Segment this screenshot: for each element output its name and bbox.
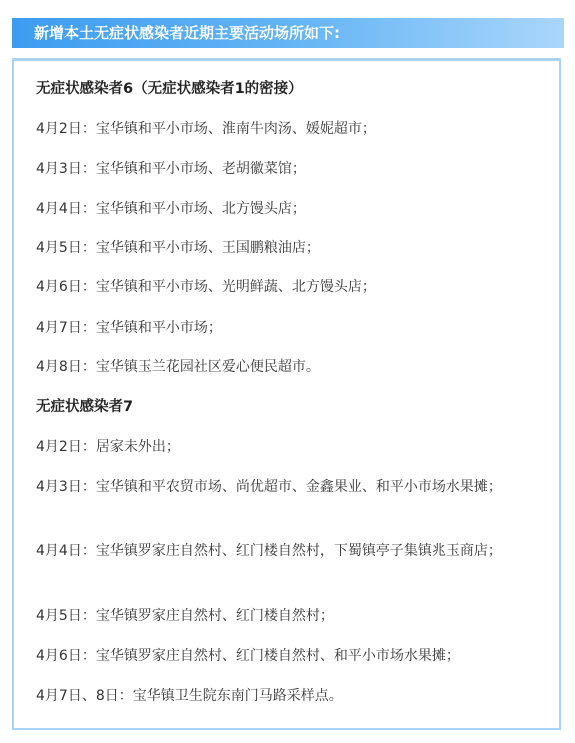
case6-entry-apr6: 4月6日：宝华镇和平小市场、光明鲜蔬、北方馒头店； [36, 279, 376, 295]
case7-entry-apr6: 4月6日：宝华镇罗家庄自然村、红门楼自然村、和平小市场水果摊； [36, 648, 460, 664]
case7-entry-apr2: 4月2日：居家未外出； [36, 439, 180, 455]
case6-heading: 无症状感染者6（无症状感染者1的密接） [36, 81, 303, 97]
header-title: 新增本土无症状感染者近期主要活动场所如下: [34, 24, 341, 42]
case6-entry-apr7: 4月7日：宝华镇和平小市场； [36, 320, 222, 336]
case7-entry-apr5: 4月5日：宝华镇罗家庄自然村、红门楼自然村； [36, 608, 334, 624]
case6-entry-apr3: 4月3日：宝华镇和平小市场、老胡徽菜馆； [36, 161, 306, 177]
content-card [12, 58, 561, 730]
case6-entry-apr5: 4月5日：宝华镇和平小市场、王国鹏粮油店； [36, 240, 320, 256]
case7-entry-apr4: 4月4日：宝华镇罗家庄自然村、红门楼自然村，下蜀镇亭子集镇兆玉商店； [36, 543, 502, 559]
case7-entry-apr3: 4月3日：宝华镇和平农贸市场、尚优超市、金鑫果业、和平小市场水果摊； [36, 479, 502, 495]
header-banner [12, 18, 564, 48]
case6-entry-apr4: 4月4日：宝华镇和平小市场、北方馒头店； [36, 201, 306, 217]
case7-entry-apr7-8: 4月7日、8日：宝华镇卫生院东南门马路采样点。 [36, 688, 343, 704]
case6-entry-apr2: 4月2日：宝华镇和平小市场、淮南牛肉汤、媛妮超市； [36, 121, 376, 137]
case6-entry-apr8: 4月8日：宝华镇玉兰花园社区爱心便民超市。 [36, 359, 320, 375]
case7-heading: 无症状感染者7 [36, 399, 134, 415]
